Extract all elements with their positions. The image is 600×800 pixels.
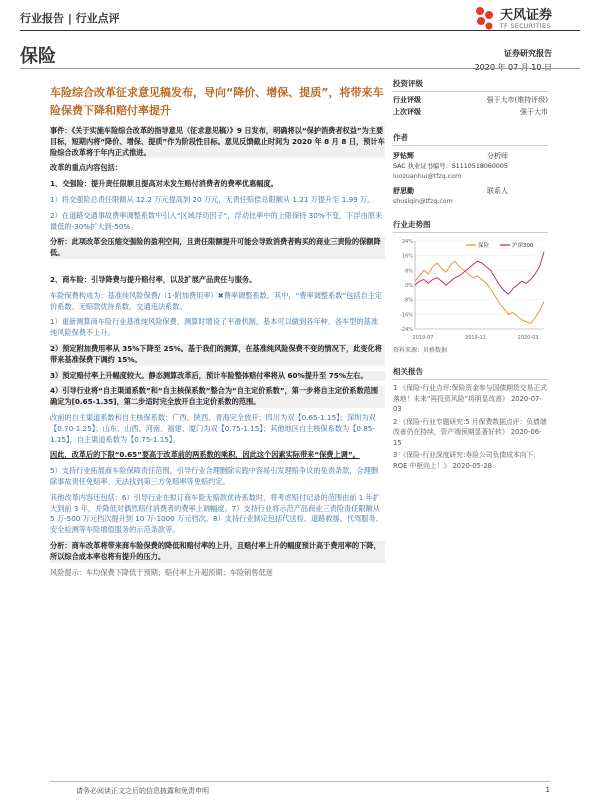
- section2-analysis: 分析：商车改革将带来商车险保费的降低和赔付率的上升，且赔付率上升的幅度预计高于费用率的下降，所以综合成本率也将有提升的压力。: [50, 541, 385, 563]
- prev-rating-value: 强于大市: [520, 108, 548, 116]
- sector-title: 保险: [20, 46, 56, 67]
- section2-conclusion: 因此，改革后的下限“0.65”要高于改革前的两系数的乘积，因此这个因素实际带来“保费上调”。: [50, 450, 360, 460]
- y-tick-label: -16%: [400, 312, 413, 319]
- logo-mark-icon: [474, 6, 496, 32]
- main-content: [50, 126, 385, 578]
- section2-premium-formula: 车险保费构成为：基准纯风险保费/（1-附加费用率）✖费率调整系数。其中，“费率调整系数”包括自主定价系数、无赔款优待系数、交通违法系数。: [50, 290, 383, 311]
- section1-item2: 2）在道路交通事故费率调整系数中引入“区域浮动因子”，浮动比率中的上限保持 30%不变，下浮由原来最低的-30%扩大到-50%。: [50, 210, 383, 231]
- x-tick-label: 2019-07: [412, 335, 434, 341]
- event-paragraph: 事件：《关于实施车险综合改革的指导意见（征求意见稿）》9 日发布，明确将以“保护消费者权益”为主要目标，短期内将“降价、增保、提质”作为阶段性目标。意见反馈截止时间为 2020 年 8 月 8 日，预计车险综合改革将于年内正式推进。: [50, 126, 385, 157]
- report-type: 证券研究报告: [504, 49, 552, 58]
- sidebar: [393, 78, 548, 471]
- section1-analysis: 分析：此项改革会压缩交强险的盈利空间，且责任限额提升可能会导致消费者购买的商业三责险的保额降低。: [50, 237, 385, 259]
- author1-name: 罗钻辉: [393, 152, 414, 160]
- section2-item5: 5）支持行业拓展商车险保障责任范围。引导行业合理删除实践中容易引发理赔争议的免责条款，合理删除事故责任免赔率、无法找到第三方免赔率等免赔约定。: [50, 466, 379, 486]
- y-tick-label: 0%: [405, 283, 413, 289]
- chart-source: 资料来源：贝格数据: [393, 347, 448, 354]
- y-tick-label: -24%: [400, 327, 413, 333]
- legend-label-1: 沪深300: [512, 243, 534, 249]
- x-tick-label: 2019-11: [465, 335, 486, 341]
- logo-text-cn: 天风证券: [499, 7, 552, 23]
- section2-item4: 4）引导行业将“自主渠道系数”和“自主核保系数”整合为“自主定价系数”，第一步将自主定价系数范围确定为[0.65-1.35]，第二步适时完全放开自主定价系数的范围。: [50, 386, 385, 408]
- section1-item1: 1）将交强险总责任限额从 12.2 万元提高到 20 万元，无责任赔偿总限额从 1.21 万提升至 1.99 万。: [50, 194, 375, 204]
- author2-role: 联系人: [487, 187, 508, 195]
- footer-divider: [50, 781, 550, 782]
- author1-cert: SAC 执业证书编号：S1110518060005: [393, 163, 508, 170]
- y-tick-label: 16%: [401, 253, 413, 260]
- section2-title: 2、商车险：引导降费与提升赔付率，以及扩展产品责任与服务。: [50, 274, 257, 284]
- chart-title: 行业走势图: [393, 219, 548, 233]
- section2-item4-detail: 改前的自主渠道系数和自主核保系数：广西、陕西、青海完全放开；四川为双【0.65-1.15】；深圳为双【0.70-1.25】；山东、山西、河南、福建、厦门为双【0.75-1.15】；其他地区自主核保系数为【0.85-1.15】，自主渠道系数为【0.75-1.15】。: [50, 412, 376, 444]
- headline: 车险综合改革征求意见稿发布，导向“降价、增保、提质”，将带来车险保费下降和赔付率提升: [50, 86, 384, 117]
- rating-label: 行业评级: [393, 96, 421, 104]
- related-report-2[interactable]: 2 《保险-行业专题研究:5 月保费数据点评：负债端改善仍在持续，资产端预期显著好转》 2020-06-15: [393, 417, 547, 447]
- author-title: 作者: [393, 132, 548, 146]
- section1-title: 1、交强险：提升责任限额且提高对未发生赔付消费者的费率优惠幅度。: [50, 179, 278, 189]
- sector-divider: [20, 68, 580, 69]
- rating-value: 强于大市(维持评级): [486, 96, 548, 104]
- author2-name: 舒思勤: [393, 187, 414, 195]
- y-tick-label: 24%: [401, 239, 413, 245]
- report-category: 行业报告 | 行业点评: [20, 12, 120, 25]
- related-title: 相关报告: [393, 366, 548, 380]
- rating-title: 投资评级: [393, 78, 548, 92]
- risk-warning: 风险提示：车均保费下降低于预期；赔付率上升超预期；车险销售低迷: [50, 567, 273, 577]
- footer-disclaimer: 请务必阅读正文之后的信息披露和免责申明: [76, 787, 209, 795]
- x-tick-label: 2020-03: [517, 335, 539, 341]
- author2-email[interactable]: shusiqin@tfzq.com: [393, 198, 453, 205]
- section2-item3: 3）预定赔付率上升幅度较大。静态测算改革后，预计车险整体赔付率将从 60%提升至 75%左右。: [50, 371, 385, 382]
- series-line-1: [415, 252, 544, 294]
- author1-role: 分析师: [487, 152, 508, 160]
- section2-item1: 1）重新测算商车险行业基准纯风险保费，测算时增设了平滑机制，基本可以做到各年种、各车型的基准纯风险保费不上升。: [50, 317, 379, 338]
- y-tick-label: 8%: [405, 268, 413, 275]
- company-logo: [474, 6, 552, 32]
- author1-email[interactable]: luozuanhui@tfzq.com: [393, 173, 462, 180]
- y-tick-label: -8%: [403, 297, 413, 304]
- key-points-intro: 改革的重点内容包括：: [50, 163, 122, 173]
- legend-label-0: 保险: [478, 243, 490, 249]
- related-report-3[interactable]: 3 《保险-行业深度研究:寿险公司负债成本向下，ROE 中枢向上！》 2020-05-28: [393, 451, 541, 470]
- logo-text-en: TF SECURITIES: [499, 22, 551, 30]
- section2-item2: 2）预定附加费用率从 35%下降至 25%。基于我们的测算，在基准纯风险保费不变的情况下，此变化将带来基准保费下调约 15%。: [50, 344, 385, 366]
- section2-other-items: 其他改革内容还包括：6）引导行业在拟订商车险无赔款优待系数时，将考虑赔付记录的范围由前 1 年扩大到前 3 年，并降低对偶然赔付消费者的费率上调幅度。7）支持行业将示范产品商业三责险责任限额从 5 万-500 万元档次提升到 10 万-1000 万元档次。8）支持行业制定包括代送检、道路救援、代驾服务、安全检测等车险增值服务的示范条款等。: [50, 492, 383, 535]
- page-number: 1: [545, 786, 550, 794]
- related-report-1[interactable]: 1 《保险-行业点评:保险资金参与国债期货交易正式落地！未来“再投资风险”将明显改善》 2020-07-03: [393, 384, 547, 413]
- prev-rating-label: 上次评级: [393, 108, 421, 116]
- industry-trend-chart: [393, 235, 548, 343]
